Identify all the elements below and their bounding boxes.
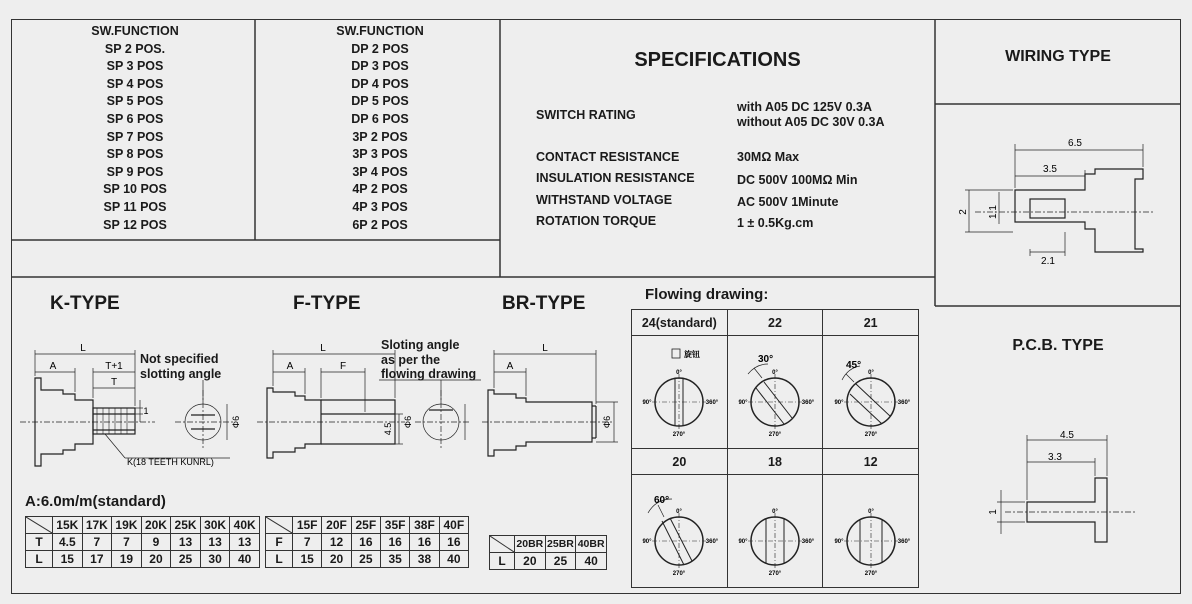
table-cell: 25 <box>171 551 201 568</box>
flow-diagram-24 <box>632 336 728 449</box>
flow-header: 12 <box>823 449 919 475</box>
deg-360: 360° <box>897 400 910 406</box>
table-cell: 16 <box>351 534 380 551</box>
k-dim-A: A <box>49 361 57 372</box>
spec-value: 30MΩ Max <box>737 150 800 164</box>
table-header: 40BR <box>576 536 607 553</box>
knob-diagram-21 <box>824 336 918 445</box>
table-header: 30K <box>200 517 230 534</box>
row-label: F <box>266 534 293 551</box>
angle-60: 60° <box>654 495 670 506</box>
table-cell: 38 <box>410 551 439 568</box>
sw-col2-item: 6P 2 POS <box>352 217 408 232</box>
pcb-dim-c: 1 <box>988 509 999 515</box>
sw-col1-item: SP 9 POS <box>106 164 164 179</box>
spec-value: AC 500V 1Minute <box>737 195 839 209</box>
wiring-dim-b: 3.5 <box>1043 164 1057 175</box>
table-row <box>26 534 260 551</box>
deg-0: 0° <box>867 509 874 515</box>
row-label: L <box>26 551 53 568</box>
deg-360: 360° <box>801 539 815 545</box>
k-dim-T: T <box>110 377 118 388</box>
deg-270: 270° <box>673 432 686 438</box>
k-teeth-note: K(18 TEETH KUNRL) <box>127 457 214 467</box>
table-header: 38F <box>410 517 439 534</box>
k-dim-1: 1 <box>143 406 149 416</box>
table-cell: 20 <box>515 553 546 570</box>
br-dim-phi6: Φ6 <box>602 415 612 429</box>
flow-header: 18 <box>727 449 823 475</box>
table-cell: 17 <box>82 551 112 568</box>
table-cell: 20 <box>322 551 351 568</box>
angle-45: 45° <box>845 360 861 371</box>
f-note-line2: as per the <box>381 352 441 367</box>
table-row <box>632 449 919 475</box>
f-dim-4_5: 4.5 <box>383 422 393 436</box>
deg-90: 90° <box>642 539 652 545</box>
spec-label: INSULATION RESISTANCE <box>536 171 695 185</box>
k-dim-phi6: Φ6 <box>231 415 241 429</box>
deg-270: 270° <box>864 432 877 438</box>
sw-col2-item: DP 2 POS <box>351 41 409 56</box>
table-cell: 12 <box>322 534 351 551</box>
sw-col1-item: SP 7 POS <box>106 129 164 144</box>
sw-col2-item: 3P 3 POS <box>352 147 408 162</box>
standard-note: A:6.0m/m(standard) <box>25 493 166 510</box>
sw-col2-item: DP 5 POS <box>351 94 409 109</box>
table-cell: 13 <box>200 534 230 551</box>
table-header: 20F <box>322 517 351 534</box>
table-cell: 16 <box>380 534 409 551</box>
table-cell: 35 <box>380 551 409 568</box>
switch-rating-line2: without A05 DC 30V 0.3A <box>737 115 885 129</box>
sw-col1-item: SP 11 POS <box>103 199 167 214</box>
br-type-title-rest: -TYPE <box>529 293 586 314</box>
f-dimension-table <box>265 516 469 568</box>
knob-diagram-12 <box>824 475 918 584</box>
knob-diagram-20 <box>632 475 726 584</box>
table-cell: 25 <box>351 551 380 568</box>
table-row <box>26 551 260 568</box>
diag-cell <box>490 536 515 553</box>
sw-col2-item: 3P 4 POS <box>352 164 408 179</box>
table-row <box>632 310 919 336</box>
flow-diagram-12 <box>823 475 919 588</box>
sw-col2-item: 3P 2 POS <box>352 129 408 144</box>
br-dimension-table <box>489 535 607 570</box>
wiring-dim-a: 6.5 <box>1068 138 1082 149</box>
flow-header: 22 <box>727 310 823 336</box>
deg-360: 360° <box>706 400 719 406</box>
table-cell: 25 <box>545 553 576 570</box>
table-cell: 40 <box>230 551 260 568</box>
table-row <box>266 534 469 551</box>
sw-col1-item: SP 3 POS <box>106 59 164 74</box>
deg-90: 90° <box>642 400 652 406</box>
table-cell: 16 <box>439 534 468 551</box>
wiring-type-title: WIRING TYPE <box>1005 48 1111 65</box>
br-type-title-br: BR <box>502 293 530 314</box>
f-type-title-f: F <box>293 293 305 314</box>
flowing-drawing-table <box>631 309 919 588</box>
f-note-line1: Sloting angle <box>381 338 460 352</box>
flow-diagram-20 <box>632 475 728 588</box>
table-cell: 13 <box>230 534 260 551</box>
table-header: 20BR <box>515 536 546 553</box>
deg-270: 270° <box>673 571 686 577</box>
f-dim-F: F <box>339 361 347 372</box>
flow-header: 24(standard) <box>632 310 728 336</box>
table-cell: 20 <box>141 551 171 568</box>
deg-270: 270° <box>864 571 877 577</box>
k-type-title: K-TYPE <box>50 293 120 314</box>
spec-label: ROTATION TORQUE <box>536 214 657 228</box>
sw-col1-item: SP 10 POS <box>103 182 167 197</box>
sw-col2-item: 4P 2 POS <box>352 182 408 197</box>
table-cell: 40 <box>439 551 468 568</box>
diag-cell <box>26 517 53 534</box>
spec-value: DC 500V 100MΩ Min <box>737 173 858 187</box>
table-header: 35F <box>380 517 409 534</box>
table-row <box>266 517 469 534</box>
f-type-drawing <box>255 340 495 470</box>
table-header: 15F <box>293 517 322 534</box>
br-dim-A: A <box>506 361 514 372</box>
sw-col2-item: DP 3 POS <box>351 59 409 74</box>
sw-function-col2 <box>305 23 455 234</box>
table-cell: 7 <box>293 534 322 551</box>
row-label: L <box>266 551 293 568</box>
deg-0: 0° <box>676 509 683 515</box>
flow-header: 20 <box>632 449 728 475</box>
br-type-drawing <box>480 340 625 470</box>
sw-col2-item: DP 6 POS <box>351 111 409 126</box>
specifications-title: SPECIFICATIONS <box>634 49 801 71</box>
sw-col1-item: SP 8 POS <box>106 147 164 162</box>
f-note-line3: flowing drawing <box>381 367 477 381</box>
k-note-line2: slotting angle <box>140 367 222 381</box>
sw-col2-title: SW.FUNCTION <box>336 24 424 38</box>
k-dim-L: L <box>80 343 86 354</box>
sw-function-col1 <box>60 23 210 234</box>
sw-col1-item: SP 6 POS <box>106 111 164 126</box>
table-row <box>490 536 607 553</box>
row-label: T <box>26 534 53 551</box>
sw-col1-item: SP 2 POS. <box>104 41 166 56</box>
table-cell: 9 <box>141 534 171 551</box>
table-header: 19K <box>112 517 142 534</box>
table-row <box>266 551 469 568</box>
pcb-drawing <box>935 420 1181 570</box>
f-type-title-rest: -TYPE <box>304 293 361 314</box>
table-cell: 7 <box>82 534 112 551</box>
diag-cell <box>266 517 293 534</box>
switch-rating-line1: with A05 DC 125V 0.3A <box>737 100 873 114</box>
spec-value: 1 ± 0.5Kg.cm <box>737 216 814 230</box>
f-dim-A: A <box>286 361 294 372</box>
wiring-dim-c: 2.1 <box>1041 256 1055 267</box>
spec-label: WITHSTAND VOLTAGE <box>536 193 673 207</box>
row-label: L <box>490 553 515 570</box>
deg-360: 360° <box>801 400 815 406</box>
deg-90: 90° <box>834 539 844 545</box>
table-row <box>632 336 919 449</box>
table-cell: 30 <box>200 551 230 568</box>
deg-0: 0° <box>867 370 874 376</box>
pcb-type-title: P.C.B. TYPE <box>1012 337 1104 354</box>
table-header: 40F <box>439 517 468 534</box>
table-row <box>490 553 607 570</box>
table-header: 20K <box>141 517 171 534</box>
k-dim-T1: T+1 <box>105 361 123 372</box>
flow-diagram-22 <box>727 336 823 449</box>
deg-0: 0° <box>676 370 683 376</box>
table-cell: 15 <box>53 551 83 568</box>
sw-col2-item: 4P 3 POS <box>352 199 408 214</box>
spec-label-switch-rating: SWITCH RATING <box>536 108 636 122</box>
wiring-dim-e: 1.1 <box>988 205 999 219</box>
deg-90: 90° <box>834 400 844 406</box>
deg-270: 270° <box>768 432 782 438</box>
br-type-title <box>502 293 585 315</box>
knob-diagram-24 <box>632 336 726 445</box>
table-cell: 13 <box>171 534 201 551</box>
table-cell: 7 <box>112 534 142 551</box>
table-cell: 4.5 <box>53 534 83 551</box>
table-cell: 40 <box>576 553 607 570</box>
wiring-dim-d: 2 <box>958 209 969 215</box>
deg-90: 90° <box>738 400 748 406</box>
table-cell: 19 <box>112 551 142 568</box>
table-header: 15K <box>53 517 83 534</box>
pcb-dim-b: 3.3 <box>1048 452 1062 463</box>
wiring-drawing <box>935 104 1181 306</box>
table-cell: 15 <box>293 551 322 568</box>
table-header: 17K <box>82 517 112 534</box>
deg-90: 90° <box>738 539 748 545</box>
deg-0: 0° <box>772 370 778 376</box>
sw-col2-item: DP 4 POS <box>351 76 409 91</box>
deg-270: 270° <box>768 571 782 577</box>
table-header: 25K <box>171 517 201 534</box>
sw-col1-item: SP 5 POS <box>106 94 164 109</box>
flow-diagram-18 <box>727 475 823 588</box>
table-header: 25BR <box>545 536 576 553</box>
table-header: 40K <box>230 517 260 534</box>
angle-30: 30° <box>757 354 774 365</box>
sw-col1-item: SP 4 POS <box>106 76 164 91</box>
f-dim-phi6: Φ6 <box>403 415 413 429</box>
k-type-drawing <box>15 340 255 470</box>
table-row <box>632 475 919 588</box>
sw-col1-item: SP 12 POS <box>103 217 167 232</box>
deg-0: 0° <box>772 509 778 515</box>
pcb-dim-a: 4.5 <box>1060 430 1074 441</box>
table-cell: 16 <box>410 534 439 551</box>
flow-diagram-21 <box>823 336 919 449</box>
spec-value-switch-rating <box>737 100 885 130</box>
knob-diagram-18 <box>728 475 822 584</box>
table-row <box>26 517 260 534</box>
deg-360: 360° <box>897 539 910 545</box>
spec-label: CONTACT RESISTANCE <box>536 150 680 164</box>
f-dim-L: L <box>320 343 326 354</box>
flow-header: 21 <box>823 310 919 336</box>
f-type-title <box>293 293 361 315</box>
deg-360: 360° <box>706 539 719 545</box>
sw-col1-title: SW.FUNCTION <box>91 24 179 38</box>
k-dimension-table <box>25 516 260 568</box>
table-header: 25F <box>351 517 380 534</box>
flowing-drawing-title: Flowing drawing: <box>645 286 769 303</box>
knob-diagram-22 <box>728 336 822 445</box>
br-dim-L: L <box>542 343 548 354</box>
flow-mark: 旋钮 <box>684 350 701 359</box>
k-note-line1: Not specified <box>140 352 219 366</box>
